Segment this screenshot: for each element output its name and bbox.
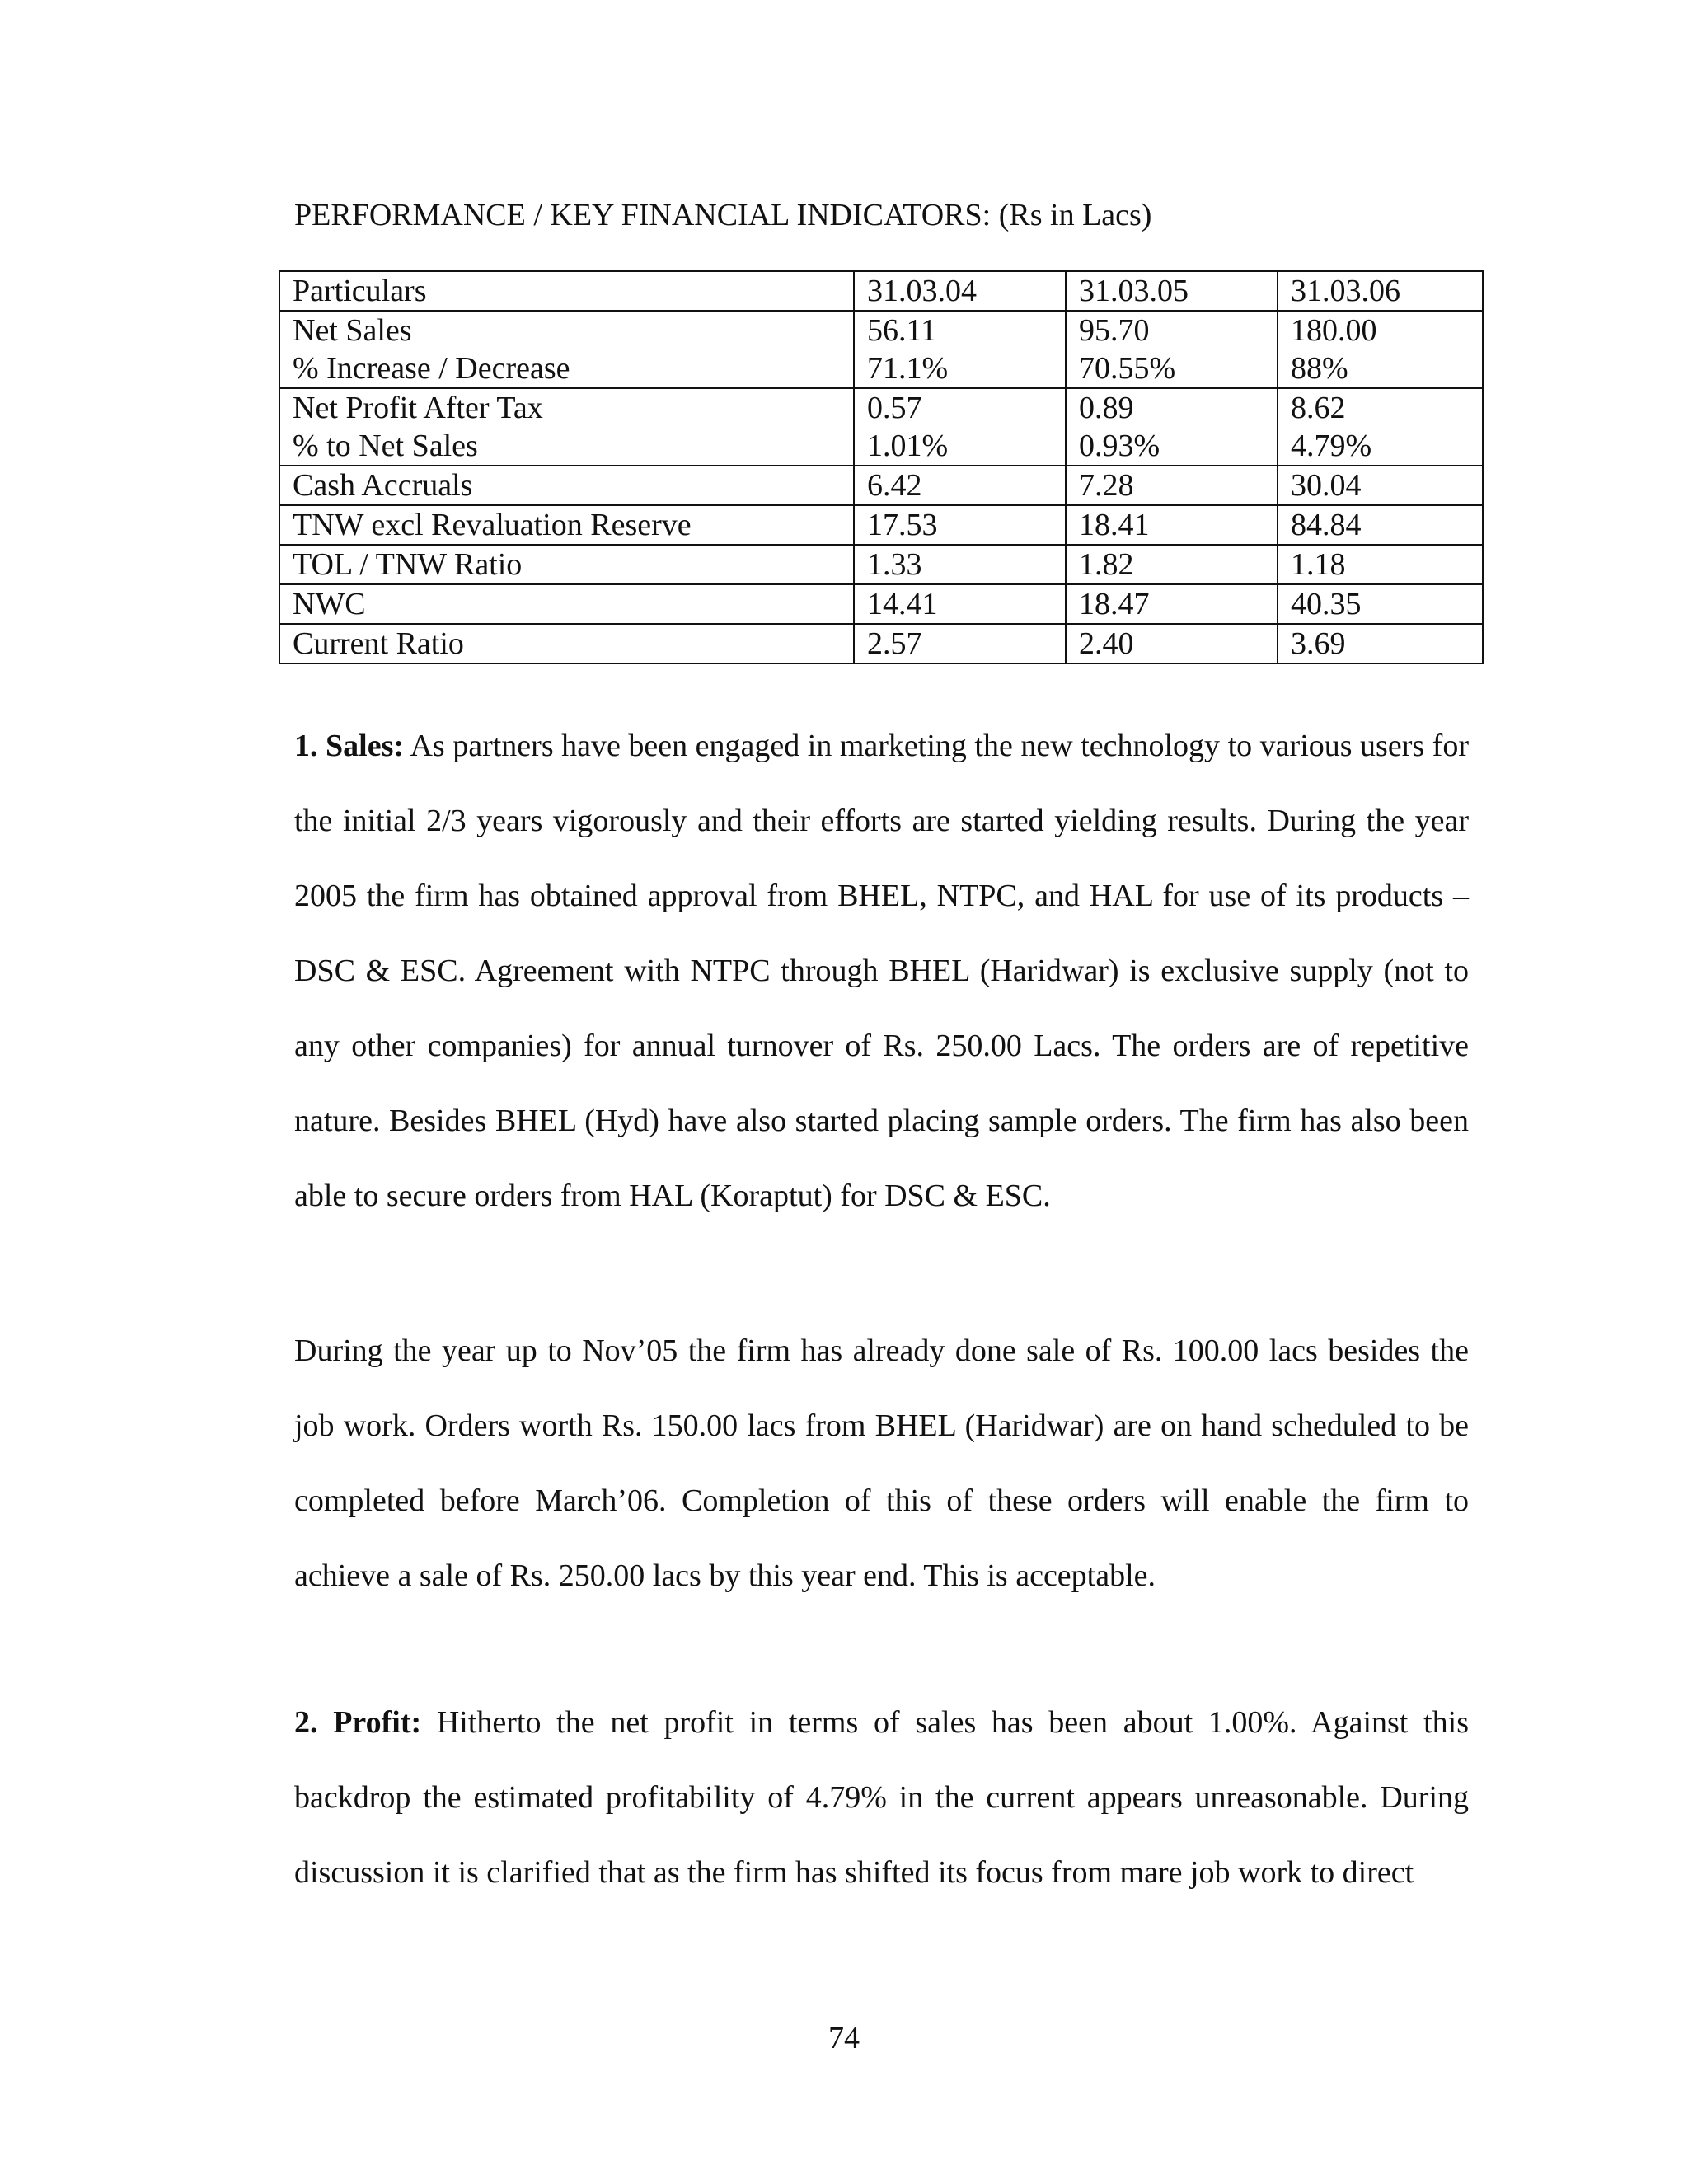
value-line: 3.69 <box>1291 626 1346 661</box>
value-line: 30.04 <box>1291 468 1362 503</box>
sales-text-2: During the year up to Nov’05 the firm has already done sale of Rs. 100.00 lacs besides the job work. Orders worth Rs. 150.00 lacs from BHEL (Haridwar) are on hand scheduled to be completed before March’06. Completion of this of these orders will enable the firm to achieve a sale of Rs. 250.00 lacs by this year end. This is acceptable. <box>294 1333 1469 1593</box>
table-row <box>279 466 1483 505</box>
particulars-cell <box>279 388 854 466</box>
sales-label: 1. Sales: <box>294 729 405 763</box>
particulars-cell <box>279 311 854 388</box>
value-line: 88% <box>1291 351 1348 386</box>
page-number: 74 <box>828 2021 860 2055</box>
value-cell <box>1066 584 1278 624</box>
table-row <box>279 388 1483 466</box>
value-line: 8.62 <box>1291 391 1346 425</box>
value-cell <box>854 466 1066 505</box>
particulars-line: Cash Accruals <box>293 468 473 503</box>
particulars-line: TOL / TNW Ratio <box>293 547 523 582</box>
value-cell <box>1066 466 1278 505</box>
value-line: 0.93% <box>1079 429 1160 463</box>
value-line: 17.53 <box>867 508 938 542</box>
profit-label: 2. Profit: <box>294 1705 422 1740</box>
particulars-cell <box>279 505 854 545</box>
header-year-2005: 31.03.05 <box>1066 271 1278 311</box>
header-year-2006: 31.03.06 <box>1278 271 1483 311</box>
value-line: 0.89 <box>1079 391 1134 425</box>
value-cell <box>1066 311 1278 388</box>
value-line: 6.42 <box>867 468 922 503</box>
value-line: 0.57 <box>867 391 922 425</box>
value-cell <box>1278 311 1483 388</box>
table-header-row <box>279 271 1483 311</box>
table-row <box>279 584 1483 624</box>
value-cell <box>854 584 1066 624</box>
value-cell <box>1278 505 1483 545</box>
sales-paragraph-continued <box>294 1314 1469 1614</box>
table-row <box>279 545 1483 584</box>
value-line: 18.47 <box>1079 587 1150 621</box>
value-line: 1.18 <box>1291 547 1346 582</box>
particulars-line: TNW excl Revaluation Reserve <box>293 508 692 542</box>
value-line: 71.1% <box>867 351 949 386</box>
value-line: 95.70 <box>1079 313 1150 348</box>
profit-paragraph <box>294 1685 1469 1910</box>
value-line: 7.28 <box>1079 468 1134 503</box>
particulars-cell <box>279 584 854 624</box>
value-line: 56.11 <box>867 313 937 348</box>
particulars-line: % Increase / Decrease <box>293 351 570 386</box>
value-line: 1.01% <box>867 429 949 463</box>
header-particulars: Particulars <box>279 271 854 311</box>
sales-text: As partners have been engaged in marketing the new technology to various users for the initial 2/3 years vigorously and their efforts are started yielding results. During the year 2005 the firm has obtained approval from BHEL, NTPC, and HAL for use of its products – DSC & ESC. Agreement with NTPC through BHEL (Haridwar) is exclusive supply (not to any other companies) for annual turnover of Rs. 250.00 Lacs. The orders are of repetitive nature. Besides BHEL (Hyd) have also started placing sample orders. The firm has also been able to secure orders from HAL (Koraptut) for DSC & ESC. <box>294 729 1469 1213</box>
financial-indicators-table <box>279 270 1484 664</box>
value-cell <box>1066 624 1278 663</box>
table-row <box>279 624 1483 663</box>
value-cell <box>854 505 1066 545</box>
value-line: 14.41 <box>867 587 938 621</box>
value-line: 4.79% <box>1291 429 1372 463</box>
value-line: 84.84 <box>1291 508 1362 542</box>
particulars-line: Net Profit After Tax <box>293 391 543 425</box>
value-cell <box>854 311 1066 388</box>
table-body <box>279 271 1483 663</box>
value-cell <box>1066 388 1278 466</box>
header-year-2004: 31.03.04 <box>854 271 1066 311</box>
value-cell <box>854 545 1066 584</box>
value-cell <box>1278 584 1483 624</box>
value-line: 180.00 <box>1291 313 1377 348</box>
particulars-line: Current Ratio <box>293 626 464 661</box>
table-row <box>279 505 1483 545</box>
value-cell <box>854 388 1066 466</box>
table-row <box>279 311 1483 388</box>
value-line: 1.33 <box>867 547 922 582</box>
value-cell <box>1278 388 1483 466</box>
value-cell <box>1278 545 1483 584</box>
particulars-line: % to Net Sales <box>293 429 478 463</box>
value-cell <box>1066 505 1278 545</box>
value-line: 40.35 <box>1291 587 1362 621</box>
sales-paragraph <box>294 709 1469 1234</box>
value-line: 2.57 <box>867 626 922 661</box>
particulars-line: Net Sales <box>293 313 412 348</box>
value-cell <box>1278 624 1483 663</box>
particulars-cell <box>279 624 854 663</box>
value-cell <box>854 624 1066 663</box>
value-cell <box>1066 545 1278 584</box>
page-heading: PERFORMANCE / KEY FINANCIAL INDICATORS: (Rs in Lacs) <box>294 198 1152 232</box>
value-line: 1.82 <box>1079 547 1134 582</box>
profit-text: Hitherto the net profit in terms of sales has been about 1.00%. Against this backdrop the estimated profitability of 4.79% in the current appears unreasonable. During discussion it is clarified that as the firm has shifted its focus from mare job work to direct <box>294 1705 1469 1890</box>
particulars-cell <box>279 545 854 584</box>
particulars-cell <box>279 466 854 505</box>
value-line: 70.55% <box>1079 351 1176 386</box>
value-line: 18.41 <box>1079 508 1150 542</box>
particulars-line: NWC <box>293 587 366 621</box>
value-line: 2.40 <box>1079 626 1134 661</box>
value-cell <box>1278 466 1483 505</box>
